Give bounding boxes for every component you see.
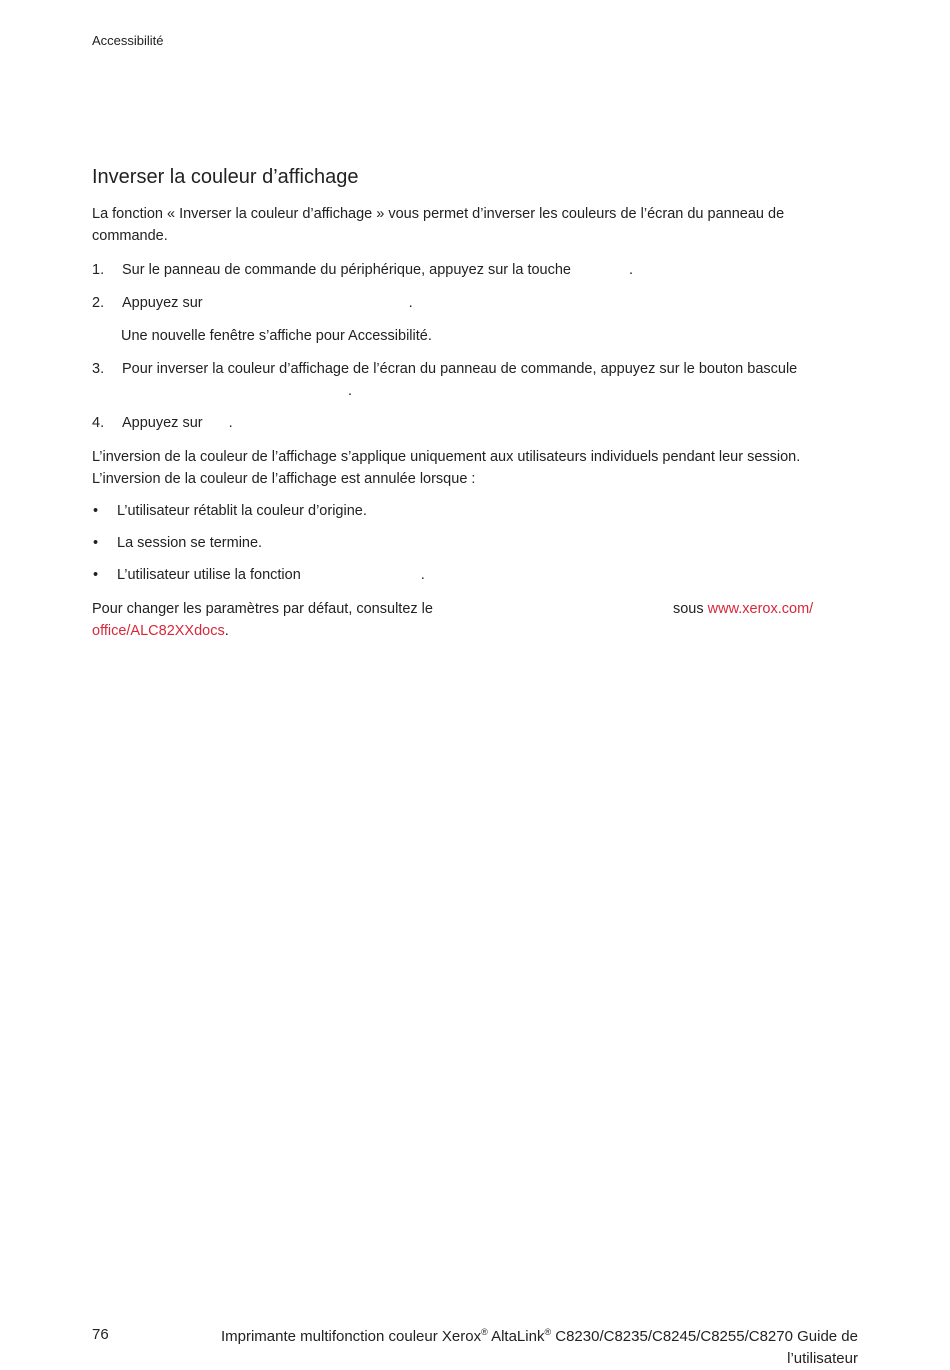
step-text: Sur le panneau de commande du périphérique, appuyez sur la touche . [122,262,634,278]
step-number: 3. [92,361,105,377]
step-2-note: Une nouvelle fenêtre s’affiche pour Accessibilité. [121,328,432,344]
step-text: Pour inverser la couleur d’affichage de l’écran du panneau de commande, appuyez sur le bouton bascule . [122,361,798,399]
step-text: Appuyez sur . [122,415,233,431]
step-number: 2. [92,295,105,311]
running-header: Accessibilité [92,33,164,48]
step-number: 1. [92,262,105,278]
bullet-mark: • [93,503,99,519]
final-paragraph: Pour changer les paramètres par défaut, consultez le sous www.xerox.com/ office/ALC82XXdocs. [92,601,814,639]
footer-title: Imprimante multifonction couleur Xerox® AltaLink® C8230/C8235/C8245/C8255/C8270 Guide de l’utilisateur [220,1327,858,1367]
cancellation-paragraph: L’inversion de la couleur de l’affichage s’applique uniquement aux utilisateurs individuels pendant leur session. L’inversion de la couleur de l’affichage est annulée lorsque : [92,449,801,487]
section-title: Inverser la couleur d’affichage [92,166,359,188]
step-number: 4. [92,415,105,431]
xerox-docs-link[interactable]: www.xerox.com/ office/ALC82XXdocs [92,601,814,639]
intro-paragraph: La fonction « Inverser la couleur d’affichage » vous permet d’inverser les couleurs de l’écran du panneau de commande. [92,206,785,244]
bullet-mark: • [93,567,99,583]
page-number: 76 [92,1326,109,1343]
step-text: Appuyez sur . [122,295,413,311]
bullet-mark: • [93,535,99,551]
